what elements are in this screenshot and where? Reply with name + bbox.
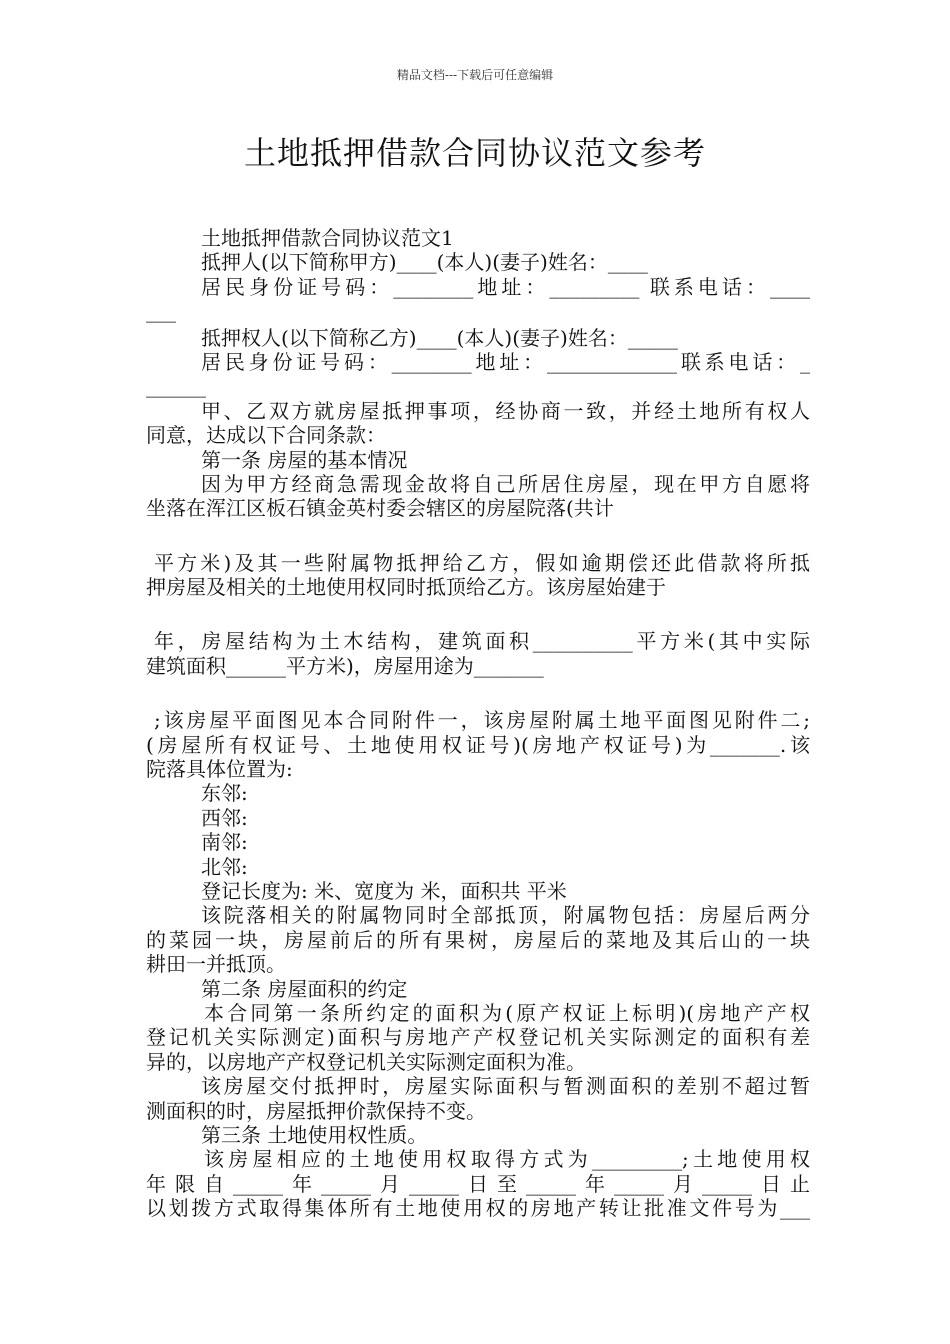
text-line: ___ <box>146 299 176 324</box>
text-line: 抵押权人(以下简称乙方)____(本人)(妻子)姓名：_____ <box>201 325 678 350</box>
text-line: 该房屋交付抵押时，房屋实际面积与暂测面积的差别不超过暂 <box>201 1074 810 1099</box>
text-line: 抵押人(以下简称甲方)____(本人)(妻子)姓名：____ <box>201 250 648 275</box>
article-heading: 第一条 房屋的基本情况 <box>201 447 408 472</box>
text-line: 登记机关实际测定)面积与房地产产权登记机关实际测定的面积有差 <box>146 1025 810 1050</box>
text-line: 甲、乙双方就房屋抵押事项，经协商一致，并经土地所有权人 <box>201 398 810 423</box>
text-line: 坐落在浑江区板石镇金英村委会辖区的房屋院落(共计 <box>146 496 614 521</box>
text-line: (房屋所有权证号、土地使用权证号)(房地产权证号)为_______.该 <box>146 732 810 757</box>
text-line: 因为甲方经商急需现金故将自己所居住房屋，现在甲方自愿将 <box>201 471 810 496</box>
text-line: 年，房屋结构为土木结构，建筑面积__________平方米(其中实际 <box>154 629 810 654</box>
text-line: 异的，以房地产产权登记机关实际测定面积为准。 <box>146 1049 586 1074</box>
document-title: 土地抵押借款合同协议范文参考 <box>243 134 706 172</box>
text-line: ;该房屋平面图见本合同附件一，该房屋附属土地平面图见附件二; <box>154 708 810 733</box>
text-line: 建筑面积______平方米)，房屋用途为_______ <box>146 653 544 678</box>
article-heading: 第二条 房屋面积的约定 <box>201 976 408 1001</box>
text-line: 居民身份证号码：________地址：_____________联系电话：_ <box>201 349 810 374</box>
text-line: ______ <box>146 374 206 399</box>
text-line: 该院落相关的附属物同时全部抵顶，附属物包括：房屋后两分 <box>201 903 810 928</box>
text-line: 以划拨方式取得集体所有土地使用权的房地产转让批准文件号为___ <box>146 1196 810 1221</box>
text-line: 年限自_____年_____月_____日至_____年_____月_____日止 <box>146 1171 810 1196</box>
text-line: 该房屋相应的土地使用权取得方式为_________;土地使用权 <box>204 1147 810 1172</box>
contract-body <box>146 226 810 1220</box>
text-line: 南邻: <box>201 830 248 855</box>
article-heading: 第三条 土地使用权性质。 <box>201 1122 428 1147</box>
text-line: 同意，达成以下合同条款： <box>146 423 386 448</box>
text-line: 东邻: <box>201 781 248 806</box>
section-heading: 土地抵押借款合同协议范文1 <box>201 226 454 250</box>
text-line: 平方米)及其一些附属物抵押给乙方，假如逾期偿还此借款将所抵 <box>154 550 810 575</box>
text-line: 院落具体位置为: <box>146 757 293 782</box>
text-line: 本合同第一条所约定的面积为(原产权证上标明)(房地产产权 <box>204 1000 810 1025</box>
text-line: 登记长度为: 米、宽度为 米，面积共 平米 <box>201 878 567 903</box>
text-line: 测面积的时，房屋抵押价款保持不变。 <box>146 1098 486 1123</box>
header-note: 精品文档---下载后可任意编辑 <box>396 68 554 82</box>
text-line: 西邻: <box>201 805 248 830</box>
text-line: 的菜园一块，房屋前后的所有果树，房屋后的菜地及其后山的一块 <box>146 927 810 952</box>
text-line: 押房屋及相关的土地使用权同时抵顶给乙方。该房屋始建于 <box>146 575 666 600</box>
text-line: 耕田一并抵顶。 <box>146 952 286 977</box>
text-line: 北邻: <box>201 854 248 879</box>
text-line: 居民身份证号码：________地址：_________ 联系电话：____ <box>201 274 810 299</box>
